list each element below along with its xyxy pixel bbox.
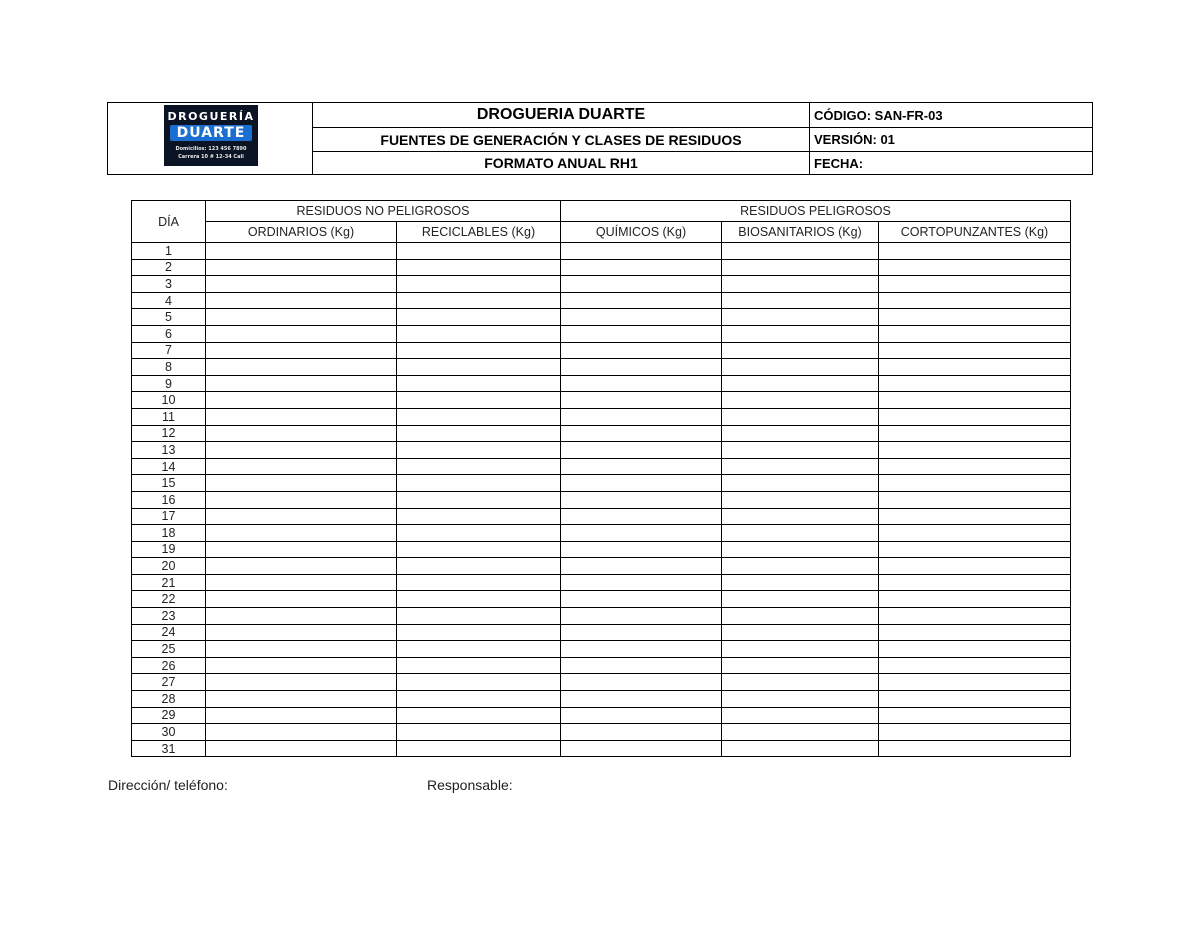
cell-sharps[interactable]: [879, 574, 1071, 591]
column-header-recyclable: RECICLABLES (Kg): [397, 222, 561, 243]
cell-sharps[interactable]: [879, 508, 1071, 525]
day-number-cell: 6: [132, 325, 206, 342]
cell-ordinary[interactable]: [206, 375, 397, 392]
cell-biosanitary[interactable]: [722, 243, 879, 260]
cell-chemical[interactable]: [561, 243, 722, 260]
table-row: [132, 591, 1071, 608]
cell-ordinary[interactable]: [206, 475, 397, 492]
cell-chemical[interactable]: [561, 491, 722, 508]
cell-biosanitary[interactable]: [722, 657, 879, 674]
cell-biosanitary[interactable]: [722, 624, 879, 641]
document-version: VERSIÓN: 01: [810, 128, 1092, 152]
cell-recyclable[interactable]: [397, 657, 561, 674]
cell-ordinary[interactable]: [206, 408, 397, 425]
cell-sharps[interactable]: [879, 475, 1071, 492]
cell-recyclable[interactable]: [397, 425, 561, 442]
hazardous-group-header: RESIDUOS PELIGROSOS: [561, 201, 1071, 222]
cell-sharps[interactable]: [879, 292, 1071, 309]
cell-ordinary[interactable]: [206, 508, 397, 525]
day-number-cell: 12: [132, 425, 206, 442]
cell-sharps[interactable]: [879, 591, 1071, 608]
cell-biosanitary[interactable]: [722, 375, 879, 392]
header-title-column: [313, 103, 810, 174]
cell-ordinary[interactable]: [206, 674, 397, 691]
cell-biosanitary[interactable]: [722, 724, 879, 741]
cell-biosanitary[interactable]: [722, 691, 879, 708]
cell-chemical[interactable]: [561, 375, 722, 392]
cell-recyclable[interactable]: [397, 442, 561, 459]
table-row: [132, 292, 1071, 309]
cell-biosanitary[interactable]: [722, 292, 879, 309]
cell-chemical[interactable]: [561, 442, 722, 459]
day-number-cell: 30: [132, 724, 206, 741]
non-hazardous-group-header: RESIDUOS NO PELIGROSOS: [206, 201, 561, 222]
cell-recyclable[interactable]: [397, 508, 561, 525]
cell-ordinary[interactable]: [206, 392, 397, 409]
cell-biosanitary[interactable]: [722, 707, 879, 724]
cell-biosanitary[interactable]: [722, 359, 879, 376]
cell-sharps[interactable]: [879, 276, 1071, 293]
cell-biosanitary[interactable]: [722, 574, 879, 591]
table-row: [132, 525, 1071, 542]
table-row: [132, 740, 1071, 757]
cell-sharps[interactable]: [879, 259, 1071, 276]
table-column-header-row: [132, 222, 1071, 243]
cell-recyclable[interactable]: [397, 342, 561, 359]
cell-recyclable[interactable]: [397, 309, 561, 326]
table-row: [132, 359, 1071, 376]
day-number-cell: 25: [132, 641, 206, 658]
column-header-chemical: QUÍMICOS (Kg): [561, 222, 722, 243]
day-number-cell: 26: [132, 657, 206, 674]
cell-sharps[interactable]: [879, 624, 1071, 641]
day-number-cell: 24: [132, 624, 206, 641]
table-row: [132, 325, 1071, 342]
cell-chemical[interactable]: [561, 691, 722, 708]
cell-sharps[interactable]: [879, 375, 1071, 392]
cell-ordinary[interactable]: [206, 259, 397, 276]
table-row: [132, 674, 1071, 691]
cell-recyclable[interactable]: [397, 359, 561, 376]
day-column-header: DÍA: [132, 201, 206, 243]
cell-sharps[interactable]: [879, 657, 1071, 674]
table-group-header-row: [132, 201, 1071, 222]
cell-ordinary[interactable]: [206, 574, 397, 591]
cell-recyclable[interactable]: [397, 674, 561, 691]
table-row: [132, 475, 1071, 492]
day-number-cell: 15: [132, 475, 206, 492]
cell-ordinary[interactable]: [206, 591, 397, 608]
table-row: [132, 491, 1071, 508]
cell-biosanitary[interactable]: [722, 309, 879, 326]
cell-chemical[interactable]: [561, 724, 722, 741]
day-number-cell: 1: [132, 243, 206, 260]
day-number-cell: 9: [132, 375, 206, 392]
cell-recyclable[interactable]: [397, 259, 561, 276]
table-row: [132, 259, 1071, 276]
cell-sharps[interactable]: [879, 392, 1071, 409]
day-number-cell: 7: [132, 342, 206, 359]
cell-recyclable[interactable]: [397, 541, 561, 558]
day-number-cell: 31: [132, 740, 206, 757]
cell-sharps[interactable]: [879, 740, 1071, 757]
cell-ordinary[interactable]: [206, 608, 397, 625]
cell-ordinary[interactable]: [206, 724, 397, 741]
company-name: DROGUERIA DUARTE: [313, 103, 809, 128]
table-row: [132, 276, 1071, 293]
cell-recyclable[interactable]: [397, 375, 561, 392]
cell-sharps[interactable]: [879, 458, 1071, 475]
cell-chemical[interactable]: [561, 458, 722, 475]
table-row: [132, 657, 1071, 674]
document-code: CÓDIGO: SAN-FR-03: [810, 103, 1092, 128]
cell-sharps[interactable]: [879, 325, 1071, 342]
cell-recyclable[interactable]: [397, 475, 561, 492]
table-row: [132, 608, 1071, 625]
cell-chemical[interactable]: [561, 508, 722, 525]
day-number-cell: 22: [132, 591, 206, 608]
day-number-cell: 8: [132, 359, 206, 376]
column-header-ordinary: ORDINARIOS (Kg): [206, 222, 397, 243]
table-row: [132, 243, 1071, 260]
cell-chemical[interactable]: [561, 608, 722, 625]
cell-chemical[interactable]: [561, 641, 722, 658]
cell-sharps[interactable]: [879, 691, 1071, 708]
table-row: [132, 408, 1071, 425]
day-number-cell: 23: [132, 608, 206, 625]
cell-sharps[interactable]: [879, 425, 1071, 442]
logo-text-top: DROGUERÍA: [167, 110, 255, 123]
cell-chemical[interactable]: [561, 276, 722, 293]
day-number-cell: 17: [132, 508, 206, 525]
column-header-sharps: CORTOPUNZANTES (Kg): [879, 222, 1071, 243]
cell-chemical[interactable]: [561, 674, 722, 691]
cell-ordinary[interactable]: [206, 525, 397, 542]
day-number-cell: 2: [132, 259, 206, 276]
form-type: FORMATO ANUAL RH1: [484, 155, 638, 171]
cell-recyclable[interactable]: [397, 641, 561, 658]
cell-biosanitary[interactable]: [722, 491, 879, 508]
cell-ordinary[interactable]: [206, 309, 397, 326]
cell-sharps[interactable]: [879, 525, 1071, 542]
cell-biosanitary[interactable]: [722, 508, 879, 525]
column-header-biosanitary: BIOSANITARIOS (Kg): [722, 222, 879, 243]
cell-biosanitary[interactable]: [722, 674, 879, 691]
table-row: [132, 558, 1071, 575]
cell-biosanitary[interactable]: [722, 608, 879, 625]
day-number-cell: 29: [132, 707, 206, 724]
document-date: FECHA:: [814, 155, 864, 171]
cell-recyclable[interactable]: [397, 325, 561, 342]
cell-ordinary[interactable]: [206, 624, 397, 641]
form-subtitle: FUENTES DE GENERACIÓN Y CLASES DE RESIDUOS: [313, 128, 809, 152]
cell-recyclable[interactable]: [397, 724, 561, 741]
cell-sharps[interactable]: [879, 342, 1071, 359]
logo-text-brand: DUARTE: [170, 125, 252, 141]
table-row: [132, 442, 1071, 459]
cell-biosanitary[interactable]: [722, 740, 879, 757]
day-number-cell: 10: [132, 392, 206, 409]
cell-chemical[interactable]: [561, 342, 722, 359]
cell-ordinary[interactable]: [206, 292, 397, 309]
cell-biosanitary[interactable]: [722, 641, 879, 658]
day-number-cell: 14: [132, 458, 206, 475]
cell-chemical[interactable]: [561, 657, 722, 674]
waste-log-table: [131, 200, 1071, 757]
day-number-cell: 27: [132, 674, 206, 691]
day-number-cell: 18: [132, 525, 206, 542]
cell-biosanitary[interactable]: [722, 425, 879, 442]
table-row: [132, 458, 1071, 475]
company-logo: [164, 105, 258, 166]
responsible-label: Responsable:: [427, 777, 513, 793]
day-number-cell: 28: [132, 691, 206, 708]
day-number-cell: 11: [132, 408, 206, 425]
cell-chemical[interactable]: [561, 541, 722, 558]
cell-sharps[interactable]: [879, 243, 1071, 260]
cell-chemical[interactable]: [561, 475, 722, 492]
table-row: [132, 375, 1071, 392]
cell-ordinary[interactable]: [206, 691, 397, 708]
cell-sharps[interactable]: [879, 608, 1071, 625]
cell-recyclable[interactable]: [397, 558, 561, 575]
day-number-cell: 16: [132, 491, 206, 508]
cell-biosanitary[interactable]: [722, 408, 879, 425]
cell-sharps[interactable]: [879, 641, 1071, 658]
table-row: [132, 691, 1071, 708]
cell-sharps[interactable]: [879, 541, 1071, 558]
cell-biosanitary[interactable]: [722, 392, 879, 409]
table-row: [132, 392, 1071, 409]
cell-sharps[interactable]: [879, 359, 1071, 376]
cell-ordinary[interactable]: [206, 359, 397, 376]
cell-recyclable[interactable]: [397, 740, 561, 757]
table-row: [132, 309, 1071, 326]
day-number-cell: 3: [132, 276, 206, 293]
day-number-cell: 21: [132, 574, 206, 591]
cell-biosanitary[interactable]: [722, 442, 879, 459]
cell-recyclable[interactable]: [397, 608, 561, 625]
table-row: [132, 707, 1071, 724]
cell-biosanitary[interactable]: [722, 541, 879, 558]
cell-biosanitary[interactable]: [722, 458, 879, 475]
cell-biosanitary[interactable]: [722, 276, 879, 293]
cell-ordinary[interactable]: [206, 657, 397, 674]
header-code-column: [810, 103, 1092, 174]
cell-recyclable[interactable]: [397, 525, 561, 542]
cell-ordinary[interactable]: [206, 707, 397, 724]
cell-ordinary[interactable]: [206, 425, 397, 442]
cell-sharps[interactable]: [879, 309, 1071, 326]
cell-biosanitary[interactable]: [722, 342, 879, 359]
cell-sharps[interactable]: [879, 491, 1071, 508]
cell-sharps[interactable]: [879, 408, 1071, 425]
cell-recyclable[interactable]: [397, 292, 561, 309]
cell-ordinary[interactable]: [206, 325, 397, 342]
cell-chemical[interactable]: [561, 425, 722, 442]
cell-chemical[interactable]: [561, 591, 722, 608]
cell-chemical[interactable]: [561, 259, 722, 276]
cell-ordinary[interactable]: [206, 541, 397, 558]
cell-chemical[interactable]: [561, 574, 722, 591]
day-number-cell: 4: [132, 292, 206, 309]
cell-ordinary[interactable]: [206, 243, 397, 260]
cell-sharps[interactable]: [879, 674, 1071, 691]
day-number-cell: 13: [132, 442, 206, 459]
cell-chemical[interactable]: [561, 325, 722, 342]
cell-recyclable[interactable]: [397, 574, 561, 591]
logo-text-phone: Domicilios: 123 456 7890: [175, 146, 247, 152]
cell-recyclable[interactable]: [397, 408, 561, 425]
cell-ordinary[interactable]: [206, 491, 397, 508]
cell-ordinary[interactable]: [206, 740, 397, 757]
cell-biosanitary[interactable]: [722, 475, 879, 492]
cell-ordinary[interactable]: [206, 558, 397, 575]
table-row: [132, 425, 1071, 442]
table-body: [132, 243, 1071, 757]
cell-recyclable[interactable]: [397, 243, 561, 260]
cell-recyclable[interactable]: [397, 691, 561, 708]
cell-sharps[interactable]: [879, 442, 1071, 459]
cell-sharps[interactable]: [879, 724, 1071, 741]
cell-ordinary[interactable]: [206, 276, 397, 293]
document-header: [107, 102, 1093, 175]
cell-ordinary[interactable]: [206, 342, 397, 359]
cell-chemical[interactable]: [561, 392, 722, 409]
cell-biosanitary[interactable]: [722, 325, 879, 342]
cell-biosanitary[interactable]: [722, 525, 879, 542]
logo-text-address: Carrera 10 # 12-34 Cali: [178, 154, 244, 160]
cell-biosanitary[interactable]: [722, 259, 879, 276]
table-row: [132, 574, 1071, 591]
address-phone-label: Dirección/ teléfono:: [108, 777, 228, 793]
cell-biosanitary[interactable]: [722, 558, 879, 575]
cell-chemical[interactable]: [561, 309, 722, 326]
logo-cell: [108, 103, 313, 174]
cell-recyclable[interactable]: [397, 591, 561, 608]
cell-sharps[interactable]: [879, 558, 1071, 575]
cell-ordinary[interactable]: [206, 442, 397, 459]
cell-recyclable[interactable]: [397, 624, 561, 641]
day-number-cell: 20: [132, 558, 206, 575]
cell-recyclable[interactable]: [397, 491, 561, 508]
cell-sharps[interactable]: [879, 707, 1071, 724]
cell-chemical[interactable]: [561, 740, 722, 757]
cell-recyclable[interactable]: [397, 707, 561, 724]
cell-chemical[interactable]: [561, 408, 722, 425]
day-number-cell: 19: [132, 541, 206, 558]
cell-chemical[interactable]: [561, 292, 722, 309]
table-row: [132, 624, 1071, 641]
cell-chemical[interactable]: [561, 525, 722, 542]
cell-chemical[interactable]: [561, 707, 722, 724]
table-row: [132, 508, 1071, 525]
cell-recyclable[interactable]: [397, 458, 561, 475]
table-row: [132, 342, 1071, 359]
cell-chemical[interactable]: [561, 624, 722, 641]
cell-ordinary[interactable]: [206, 458, 397, 475]
day-number-cell: 5: [132, 309, 206, 326]
table-row: [132, 541, 1071, 558]
table-row: [132, 641, 1071, 658]
cell-ordinary[interactable]: [206, 641, 397, 658]
cell-recyclable[interactable]: [397, 392, 561, 409]
cell-recyclable[interactable]: [397, 276, 561, 293]
table-row: [132, 724, 1071, 741]
cell-biosanitary[interactable]: [722, 591, 879, 608]
cell-chemical[interactable]: [561, 558, 722, 575]
cell-chemical[interactable]: [561, 359, 722, 376]
